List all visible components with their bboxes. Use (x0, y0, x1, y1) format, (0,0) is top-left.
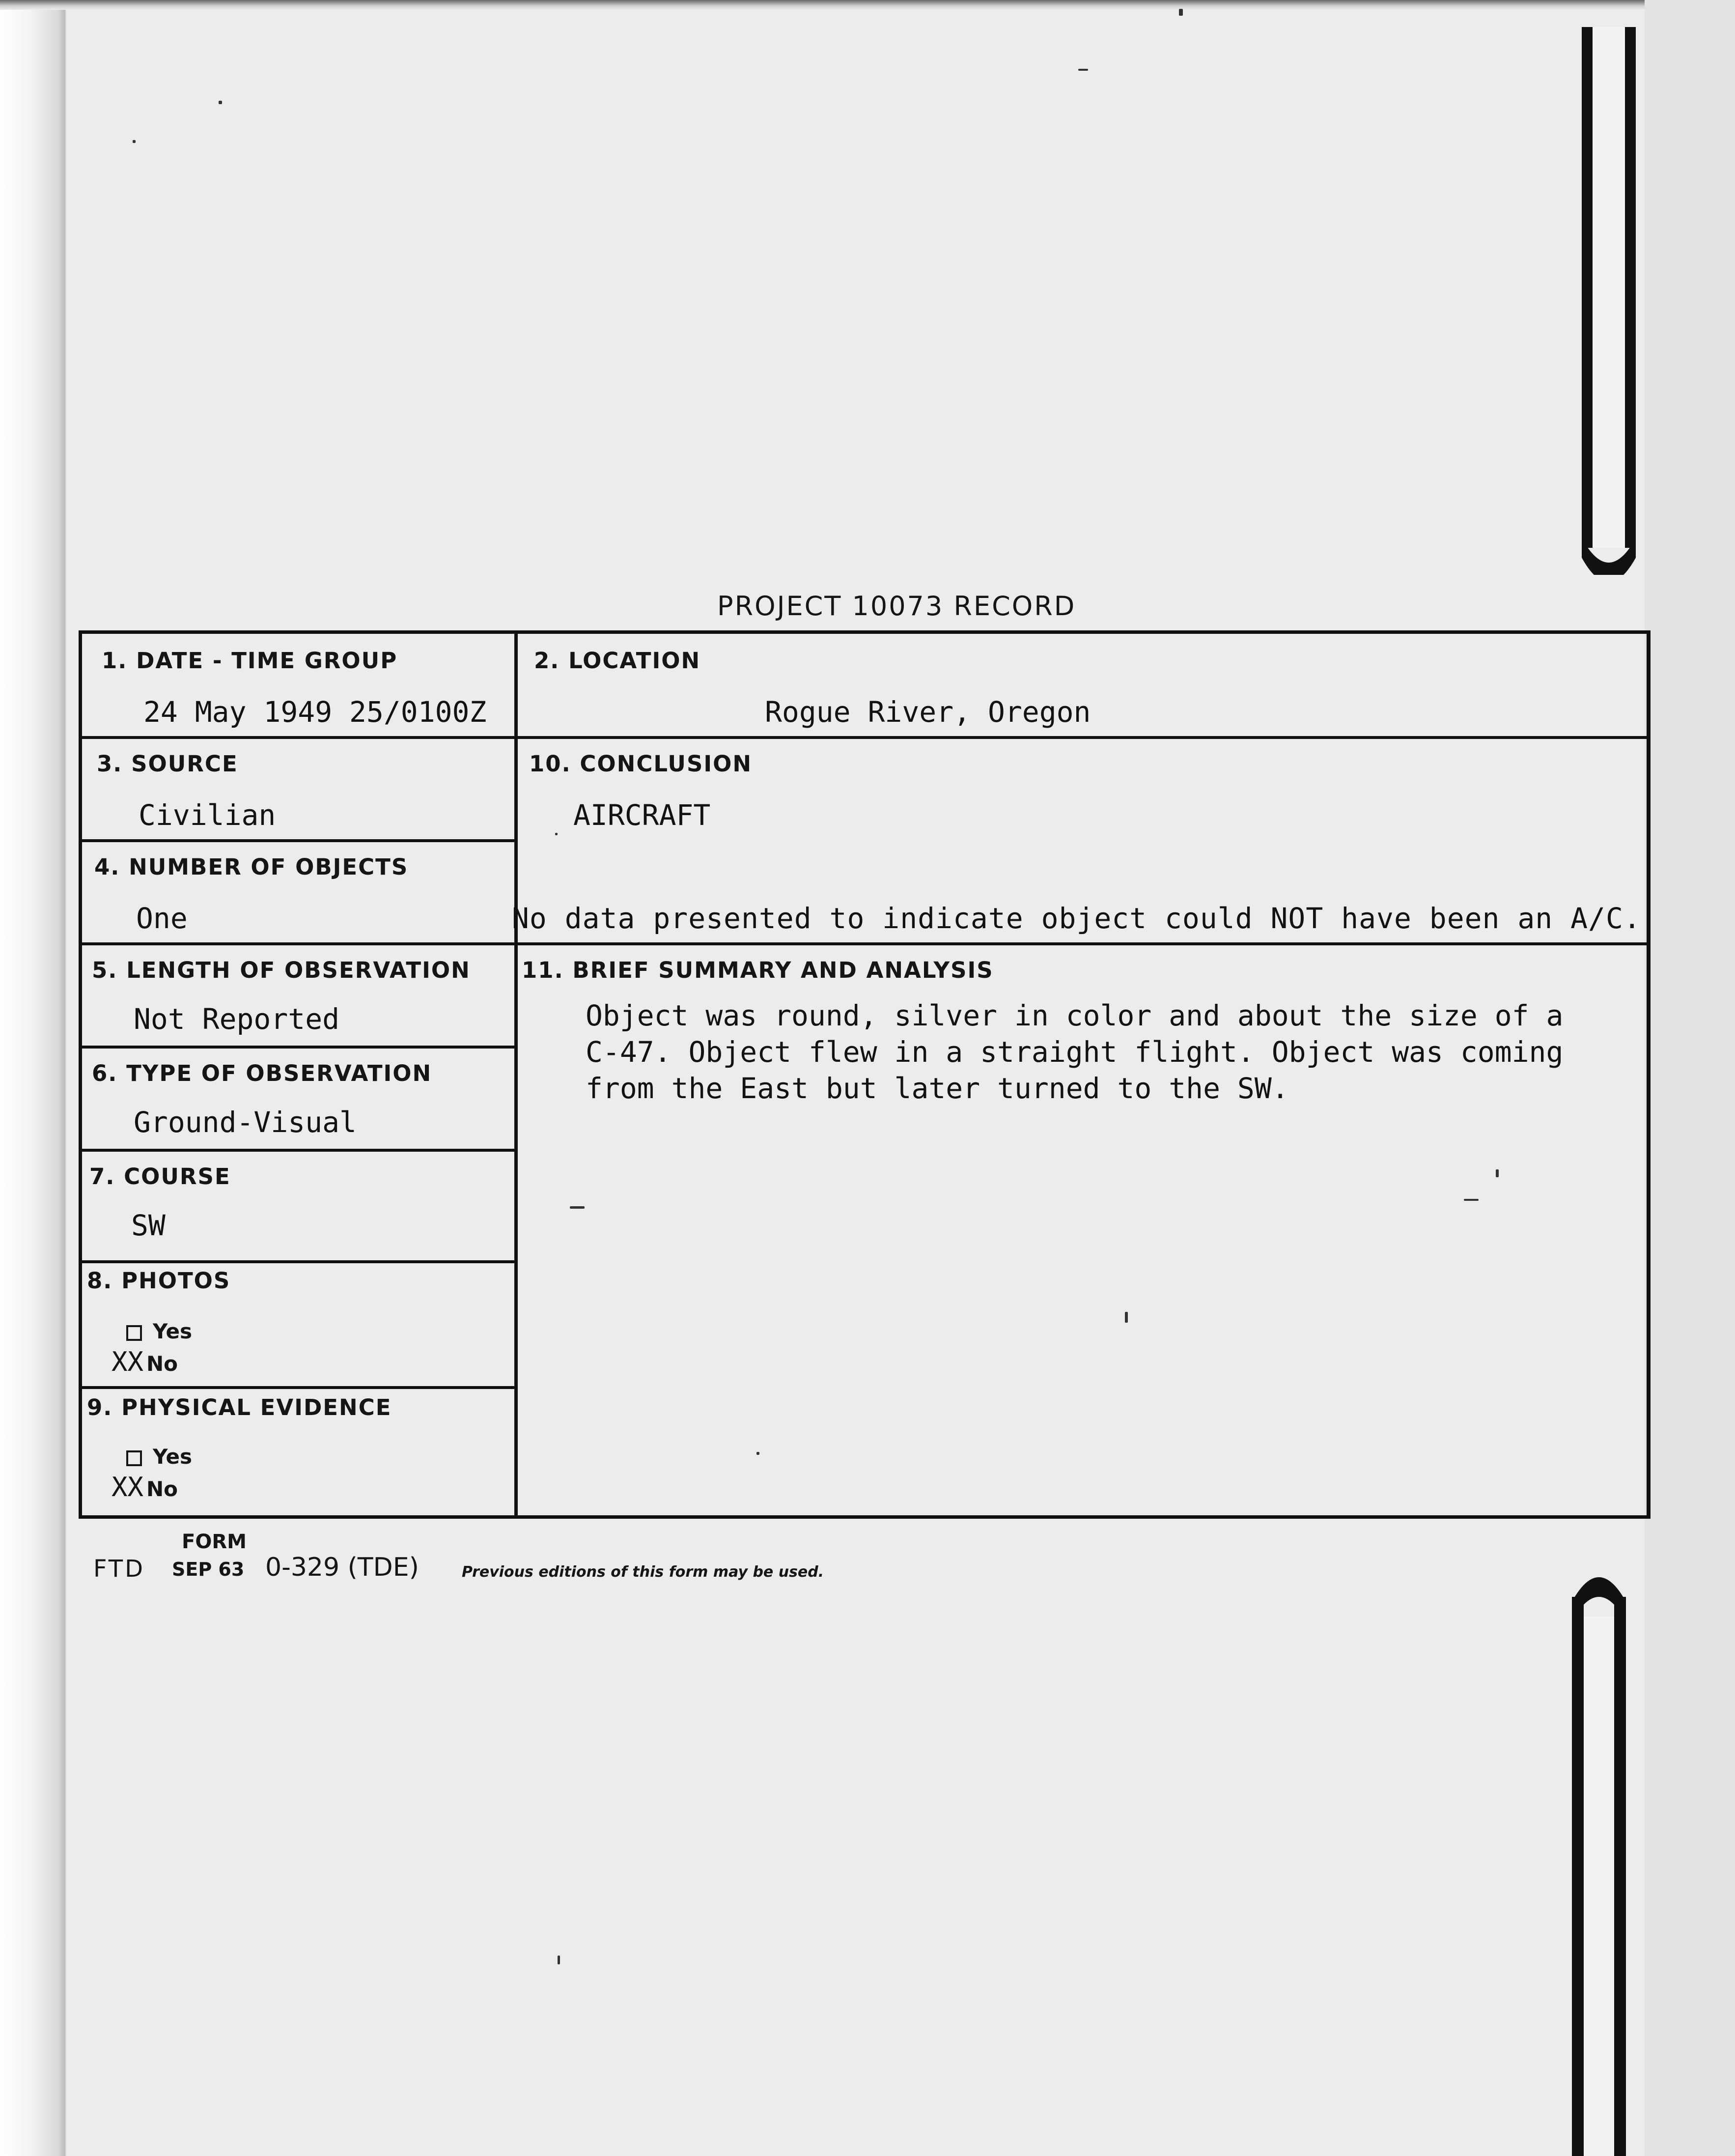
summary-line-1: Object was round, silver in color and about the size of a (586, 999, 1564, 1032)
scan-speck (219, 101, 222, 104)
divider-8 (82, 1386, 514, 1389)
divider-6 (82, 1149, 514, 1152)
physical-yes-label: Yes (153, 1445, 193, 1469)
date-time-value: 24 May 1949 25/0100Z (143, 695, 487, 729)
conclusion-note: No data presented to indicate object could NOT have been an A/C. (512, 902, 1641, 935)
footer-ftd: FTD (93, 1555, 145, 1583)
summary-text (586, 997, 1642, 1106)
scan-left-edge (0, 0, 66, 2156)
location-label: 2. LOCATION (534, 648, 701, 674)
footer-note: Previous editions of this form may be used. (462, 1563, 824, 1581)
scan-speck (1464, 1199, 1479, 1201)
photos-no-mark: XX (112, 1346, 144, 1377)
scan-speck (1179, 9, 1183, 16)
photos-yes-option (126, 1319, 192, 1343)
photos-yes-checkbox (126, 1325, 142, 1341)
photos-yes-label: Yes (153, 1319, 193, 1343)
record-title: PROJECT 10073 RECORD (717, 591, 1076, 622)
photos-no-label: No (146, 1352, 178, 1376)
scan-speck (558, 1956, 560, 1964)
scan-top-edge (0, 0, 1735, 10)
physical-no-label: No (146, 1477, 178, 1501)
scan-speck (756, 1452, 759, 1455)
course-value: SW (131, 1209, 166, 1242)
conclusion-value: AIRCRAFT (573, 798, 711, 832)
scan-speck (133, 140, 136, 143)
footer-sep: SEP 63 (172, 1559, 245, 1580)
divider-2 (514, 736, 1647, 739)
summary-line-2: C-47. Object flew in a straight flight. Object was coming (586, 1035, 1564, 1069)
scan-speck (1496, 1169, 1499, 1177)
course-label: 7. COURSE (89, 1163, 231, 1190)
physical-no-mark: XX (112, 1472, 144, 1503)
physical-label: 9. PHYSICAL EVIDENCE (87, 1394, 392, 1420)
summary-label: 11. BRIEF SUMMARY AND ANALYSIS (522, 957, 994, 983)
divider-7 (82, 1260, 514, 1263)
divider-3 (82, 839, 514, 842)
scan-speck (1125, 1312, 1128, 1323)
conclusion-label: 10. CONCLUSION (529, 751, 753, 777)
num-objects-label: 4. NUMBER OF OBJECTS (94, 854, 409, 880)
physical-yes-option (126, 1445, 192, 1469)
divider-4 (82, 942, 1647, 945)
summary-line-3: from the East but later turned to the SW. (586, 1072, 1289, 1105)
footer-form: FORM (182, 1531, 247, 1553)
scan-speck (1078, 69, 1088, 71)
scan-right-strip (1645, 0, 1735, 2156)
photos-no-option (112, 1346, 178, 1377)
length-label: 5. LENGTH OF OBSERVATION (92, 957, 471, 983)
date-time-label: 1. DATE - TIME GROUP (102, 648, 398, 674)
footer-code: 0-329 (TDE) (265, 1553, 419, 1582)
divider-5 (82, 1046, 514, 1049)
record-form (79, 630, 1651, 1519)
divider-1 (82, 736, 514, 739)
source-value: Civilian (139, 798, 276, 832)
binder-bar-top (1577, 27, 1641, 575)
num-objects-value: One (136, 902, 188, 935)
type-obs-value: Ground-Visual (134, 1106, 357, 1139)
scan-speck (570, 1206, 585, 1209)
physical-no-option (112, 1472, 178, 1503)
source-label: 3. SOURCE (97, 751, 238, 777)
photos-label: 8. PHOTOS (87, 1268, 231, 1294)
physical-yes-checkbox (126, 1450, 142, 1466)
length-value: Not Reported (134, 1002, 340, 1036)
binder-bar-bottom (1567, 1577, 1631, 2156)
column-divider (514, 634, 518, 1515)
location-value: Rogue River, Oregon (765, 695, 1091, 729)
type-obs-label: 6. TYPE OF OBSERVATION (92, 1060, 432, 1086)
scan-speck (555, 833, 558, 835)
